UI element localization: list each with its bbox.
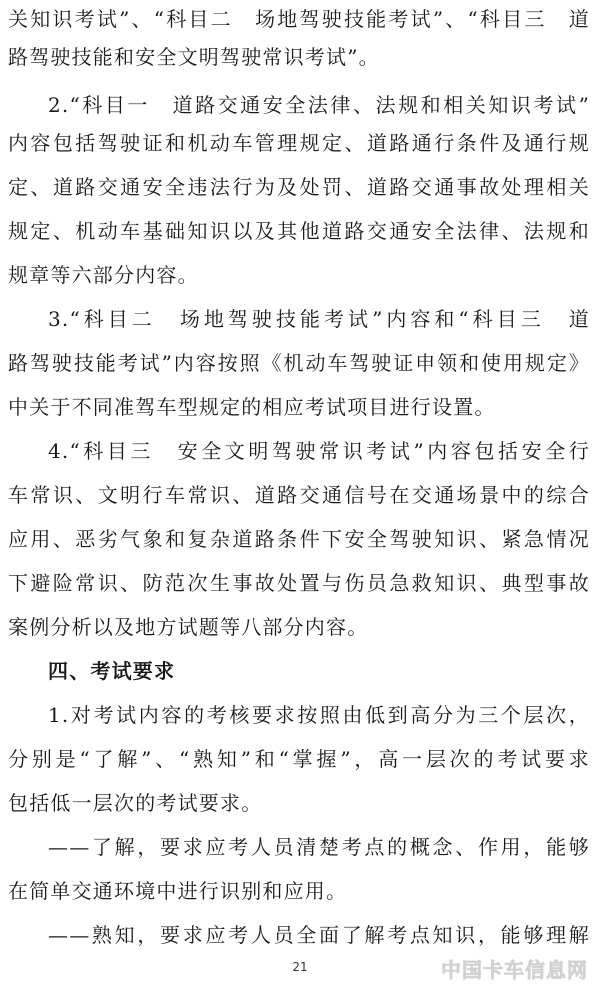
- text-line: 包括低一层次的考试要求。: [8, 791, 263, 815]
- text-line: 1.对考试内容的考核要求按照由低到高分为三个层次，: [48, 703, 590, 727]
- text-line: 2.“科目一 道路交通安全法律、法规和相关知识考试”: [48, 93, 590, 117]
- watermark-logo: 中国卡车信息网: [441, 958, 588, 982]
- text-line: 路驾驶技能考试”内容按照《机动车驾驶证申领和使用规定》: [8, 351, 590, 375]
- text-line: 中关于不同准驾车型规定的相应考试项目进行设置。: [8, 395, 496, 419]
- text-line: 关知识考试”、“科目二 场地驾驶技能考试”、“科目三 道: [8, 7, 590, 31]
- text-line: 4.“科目三 安全文明驾驶常识考试”内容包括安全行: [48, 439, 590, 463]
- text-line: ——了解，要求应考人员清楚考点的概念、作用，能够: [48, 835, 590, 859]
- page-number: 21: [292, 960, 308, 974]
- text-line: 内容包括驾驶证和机动车管理规定、道路通行条件及通行规: [8, 131, 590, 155]
- text-line: 应用、恶劣气象和复杂道路条件下安全驾驶知识、紧急情况: [8, 527, 590, 551]
- text-line: 规定、机动车基础知识以及其他道路交通安全法律、法规和: [8, 219, 590, 243]
- text-line: 案例分析以及地方试题等八部分内容。: [8, 615, 369, 639]
- text-line: 分别是“了解”、“熟知”和“掌握”，高一层次的考试要求: [8, 747, 590, 771]
- text-line: 下避险常识、防范次生事故处置与伤员急救知识、典型事故: [8, 571, 590, 595]
- text-line: 规章等六部分内容。: [8, 263, 199, 287]
- text-line: ——熟知，要求应考人员全面了解考点知识，能够理解: [48, 923, 590, 947]
- text-line: 路驾驶技能和安全文明驾驶常识考试”。: [8, 45, 380, 69]
- section-heading: 四、考试要求: [48, 659, 176, 683]
- text-line: 定、道路交通安全违法行为及处罚、道路交通事故处理相关: [8, 175, 590, 199]
- text-line: 车常识、文明行车常识、道路交通信号在交通场景中的综合: [8, 483, 590, 507]
- text-line: 在简单交通环境中进行识别和应用。: [8, 879, 348, 903]
- text-line: 3.“科目二 场地驾驶技能考试”内容和“科目三 道: [48, 307, 590, 331]
